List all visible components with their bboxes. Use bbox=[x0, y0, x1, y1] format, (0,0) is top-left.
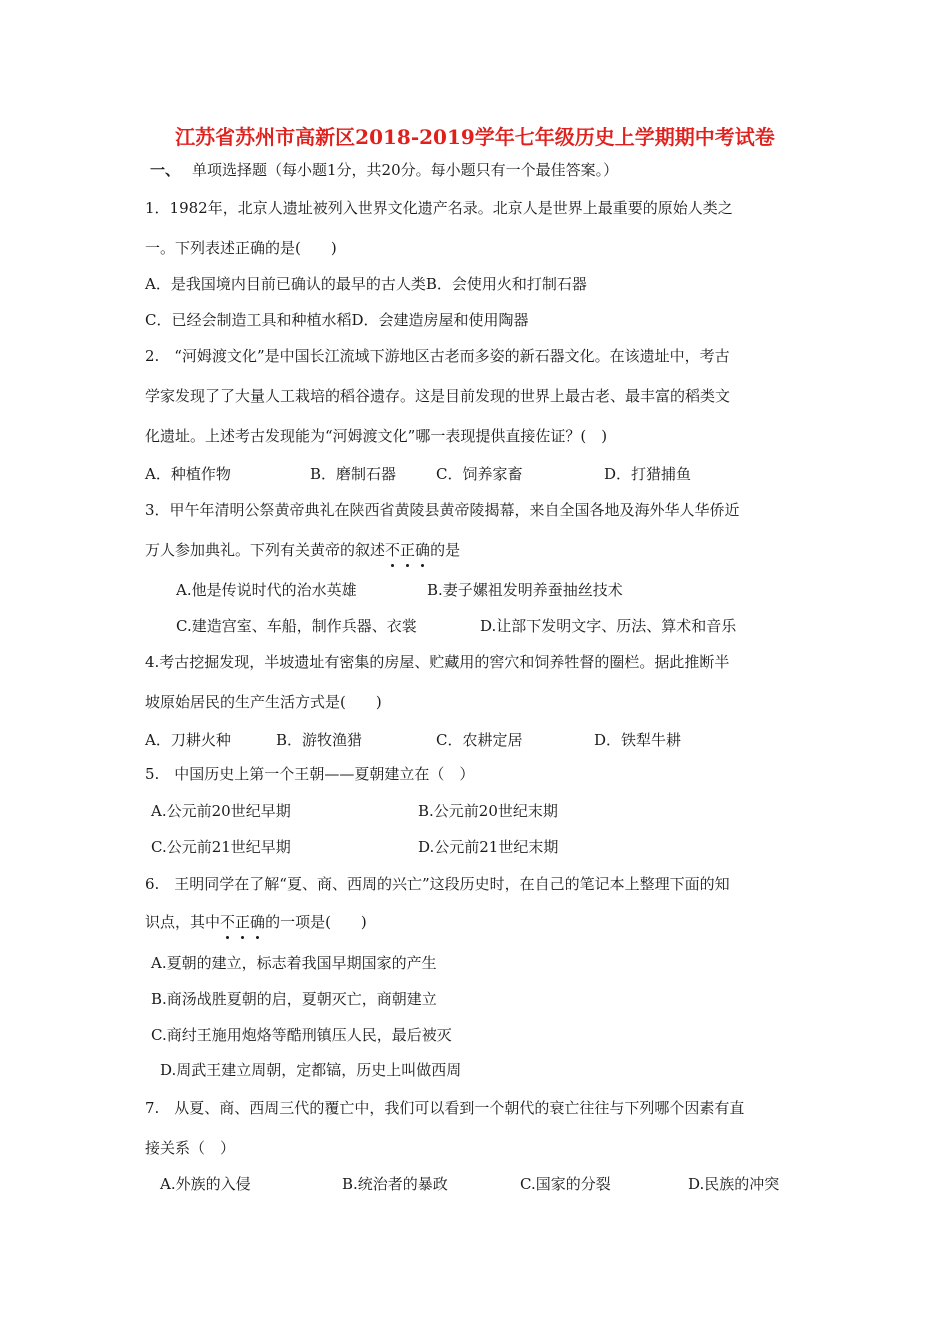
question-2-option-a: A．种植作物 bbox=[145, 465, 231, 483]
question-7-option-b: B.统治者的暴政 bbox=[342, 1175, 448, 1193]
section-text: 单项选择题（每小题1分，共20分。每小题只有一个最佳答案。） bbox=[192, 161, 619, 179]
question-6-line-2 bbox=[145, 912, 367, 932]
question-2-line-2: 学家发现了了大量人工栽培的稻谷遗存。这是目前发现的世界上最古老、最丰富的稻类文 bbox=[145, 387, 731, 405]
question-6-option-d: D.周武王建立周朝，定都镐，历史上叫做西周 bbox=[160, 1061, 462, 1079]
question-1-line-1: 1．1982年，北京人遗址被列入世界文化遗产名录。北京人是世界上最重要的原始人类之 bbox=[145, 199, 733, 217]
emphasis-char: 不 bbox=[385, 541, 401, 559]
question-1-options-ab: A．是我国境内目前已确认的最早的古人类B．会使用火和打制石器 bbox=[145, 275, 587, 293]
question-7-line-1: 7. 从夏、商、西周三代的覆亡中，我们可以看到一个朝代的衰亡往往与下列哪个因素有直 bbox=[145, 1099, 745, 1117]
question-6-line-1: 6. 王明同学在了解“夏、商、西周的兴亡”这段历史时，在自己的笔记本上整理下面的知 bbox=[145, 875, 730, 893]
question-5-line-1: 5. 中国历史上第一个王朝——夏朝建立在（ ） bbox=[145, 765, 475, 783]
question-4-option-a: A．刀耕火种 bbox=[145, 731, 231, 749]
question-3-line-2-end: 的是 bbox=[430, 541, 461, 559]
question-4-option-b: B．游牧渔猎 bbox=[276, 731, 363, 749]
question-6-line-2-text: 识点，其中 bbox=[145, 913, 221, 931]
question-3-option-a: A.他是传说时代的治水英雄 bbox=[176, 581, 357, 599]
question-3-option-c: C.建造宫室、车船，制作兵器、衣裳 bbox=[176, 617, 417, 635]
emphasis-char: 不 bbox=[220, 913, 236, 931]
question-3-option-b: B.妻子嫘祖发明养蚕抽丝技术 bbox=[427, 581, 623, 599]
question-5-option-b: B.公元前20世纪末期 bbox=[418, 802, 558, 820]
question-4-option-d: D．铁犁牛耕 bbox=[594, 731, 682, 749]
question-2-option-d: D．打猎捕鱼 bbox=[604, 465, 692, 483]
question-4-line-1: 4.考古挖掘发现，半坡遗址有密集的房屋、贮藏用的窖穴和饲养牲督的圈栏。据此推断半 bbox=[145, 653, 730, 671]
question-3-line-1: 3．甲午年清明公祭黄帝典礼在陕西省黄陵县黄帝陵揭幕，来自全国各地及海外华人华侨近 bbox=[145, 501, 740, 519]
emphasis-char: 确 bbox=[415, 541, 431, 559]
question-6-option-b: B.商汤战胜夏朝的启，夏朝灭亡，商朝建立 bbox=[151, 990, 437, 1008]
question-2-option-b: B．磨制石器 bbox=[310, 465, 397, 483]
question-7-line-2: 接关系（ ） bbox=[145, 1139, 236, 1157]
question-5-option-a: A.公元前20世纪早期 bbox=[151, 802, 291, 820]
question-5-option-c: C.公元前21世纪早期 bbox=[151, 838, 291, 856]
question-5-option-d: D.公元前21世纪末期 bbox=[418, 838, 559, 856]
section-number: 一、 bbox=[150, 161, 181, 179]
question-1-options-cd: C．已经会制造工具和种植水稻D．会建造房屋和使用陶器 bbox=[145, 311, 529, 329]
question-7-option-d: D.民族的冲突 bbox=[688, 1175, 780, 1193]
emphasis-char: 正 bbox=[235, 913, 251, 931]
question-6-option-c: C.商纣王施用炮烙等酷刑镇压人民，最后被灭 bbox=[151, 1026, 452, 1044]
question-2-line-3: 化遗址。上述考古发现能为“河姆渡文化”哪一表现提供直接佐证？( ) bbox=[145, 427, 608, 445]
question-2-option-c: C．饲养家畜 bbox=[436, 465, 523, 483]
question-3-line-2 bbox=[145, 540, 460, 560]
question-7-option-a: A.外族的入侵 bbox=[160, 1175, 251, 1193]
question-6-option-a: A.夏朝的建立，标志着我国早期国家的产生 bbox=[151, 954, 437, 972]
section-heading bbox=[150, 160, 618, 180]
page-title: 江苏省苏州市高新区2018-2019学年七年级历史上学期期中考试卷 bbox=[175, 125, 775, 149]
question-7-option-c: C.国家的分裂 bbox=[520, 1175, 611, 1193]
question-2-line-1: 2. “河姆渡文化”是中国长江流域下游地区古老而多姿的新石器文化。在该遗址中，考古 bbox=[145, 347, 730, 365]
emphasis-char: 正 bbox=[400, 541, 416, 559]
question-1-line-2: 一。下列表述正确的是( ) bbox=[145, 239, 337, 257]
question-4-line-2: 坡原始居民的生产生活方式是( ) bbox=[145, 693, 382, 711]
question-6-line-2-end: 的一项是( ) bbox=[265, 913, 367, 931]
question-3-option-d: D.让部下发明文字、历法、算术和音乐 bbox=[480, 617, 737, 635]
question-4-option-c: C．农耕定居 bbox=[436, 731, 523, 749]
question-3-line-2-text: 万人参加典礼。下列有关黄帝的叙述 bbox=[145, 541, 386, 559]
emphasis-char: 确 bbox=[250, 913, 266, 931]
